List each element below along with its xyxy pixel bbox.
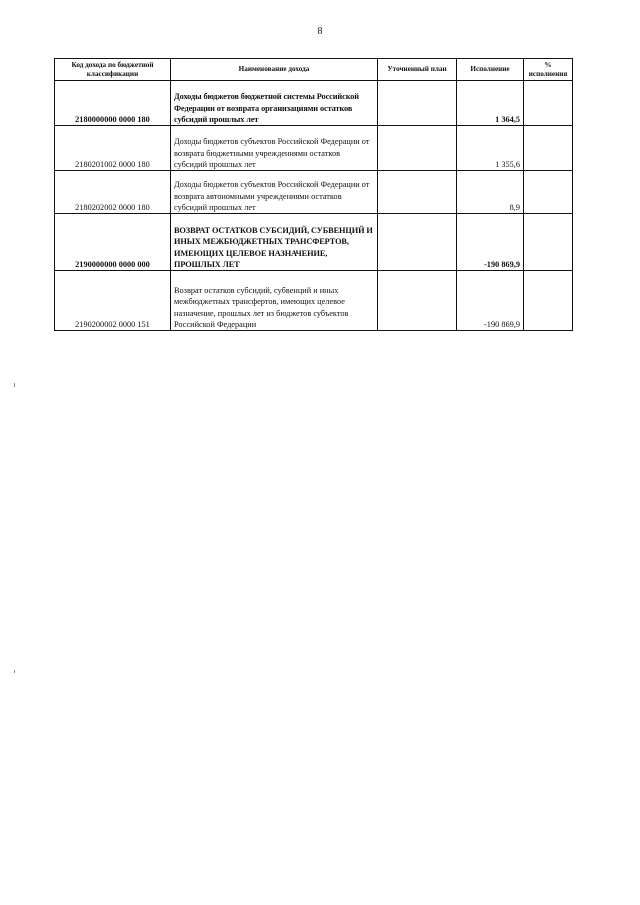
row-percent [524,81,573,126]
row-percent [524,271,573,331]
row-name: Доходы бюджетов субъектов Российской Федерации от возврата бюджетными учреждениями остатков субсидий прошлых лет [171,126,378,171]
row-name: Доходы бюджетов субъектов Российской Федерации от возврата автономными учреждениями остатков субсидий прошлых лет [171,171,378,214]
row-execution: -190 869,9 [457,271,524,331]
row-code: 2190000000 0000 000 [55,214,171,271]
table-row [55,271,573,331]
row-percent [524,126,573,171]
row-execution: 8,9 [457,171,524,214]
row-name: Доходы бюджетов бюджетной системы Российской Федерации от возврата организациями остатков субсидий прошлых лет [171,81,378,126]
row-execution: 1 355,6 [457,126,524,171]
header-percent: % исполнения [524,59,573,81]
scan-artifact-mark [14,670,15,673]
row-plan [378,271,457,331]
table-row [55,214,573,271]
row-execution: 1 364,5 [457,81,524,126]
header-code: Код дохода по бюджетной классификации [55,59,171,81]
header-execution: Исполнение [457,59,524,81]
header-name: Наименование дохода [171,59,378,81]
table-row [55,171,573,214]
row-code: 2190200002 0000 151 [55,271,171,331]
budget-revenue-table [54,58,573,331]
row-plan [378,81,457,126]
row-code: 2180000000 0000 180 [55,81,171,126]
row-plan [378,214,457,271]
row-plan [378,126,457,171]
row-code: 2180201002 0000 180 [55,126,171,171]
table-header-row [55,59,573,81]
row-percent [524,214,573,271]
table-row [55,126,573,171]
scan-artifact-mark [14,383,15,387]
table-row [55,81,573,126]
page-number: 8 [317,26,323,37]
row-percent [524,171,573,214]
row-name: ВОЗВРАТ ОСТАТКОВ СУБСИДИЙ, СУБВЕНЦИЙ И ИНЫХ МЕЖБЮДЖЕТНЫХ ТРАНСФЕРТОВ, ИМЕЮЩИХ ЦЕЛЕВОЕ НАЗНАЧЕНИЕ, ПРОШЛЫХ ЛЕТ [171,214,378,271]
row-execution: -190 869,9 [457,214,524,271]
row-plan [378,171,457,214]
row-code: 2180202002 0000 180 [55,171,171,214]
header-plan: Уточненный план [378,59,457,81]
row-name: Возврат остатков субсидий, субвенций и иных межбюджетных трансфертов, имеющих целевое назначение, прошлых лет из бюджетов субъектов Российской Федерации [171,271,378,331]
